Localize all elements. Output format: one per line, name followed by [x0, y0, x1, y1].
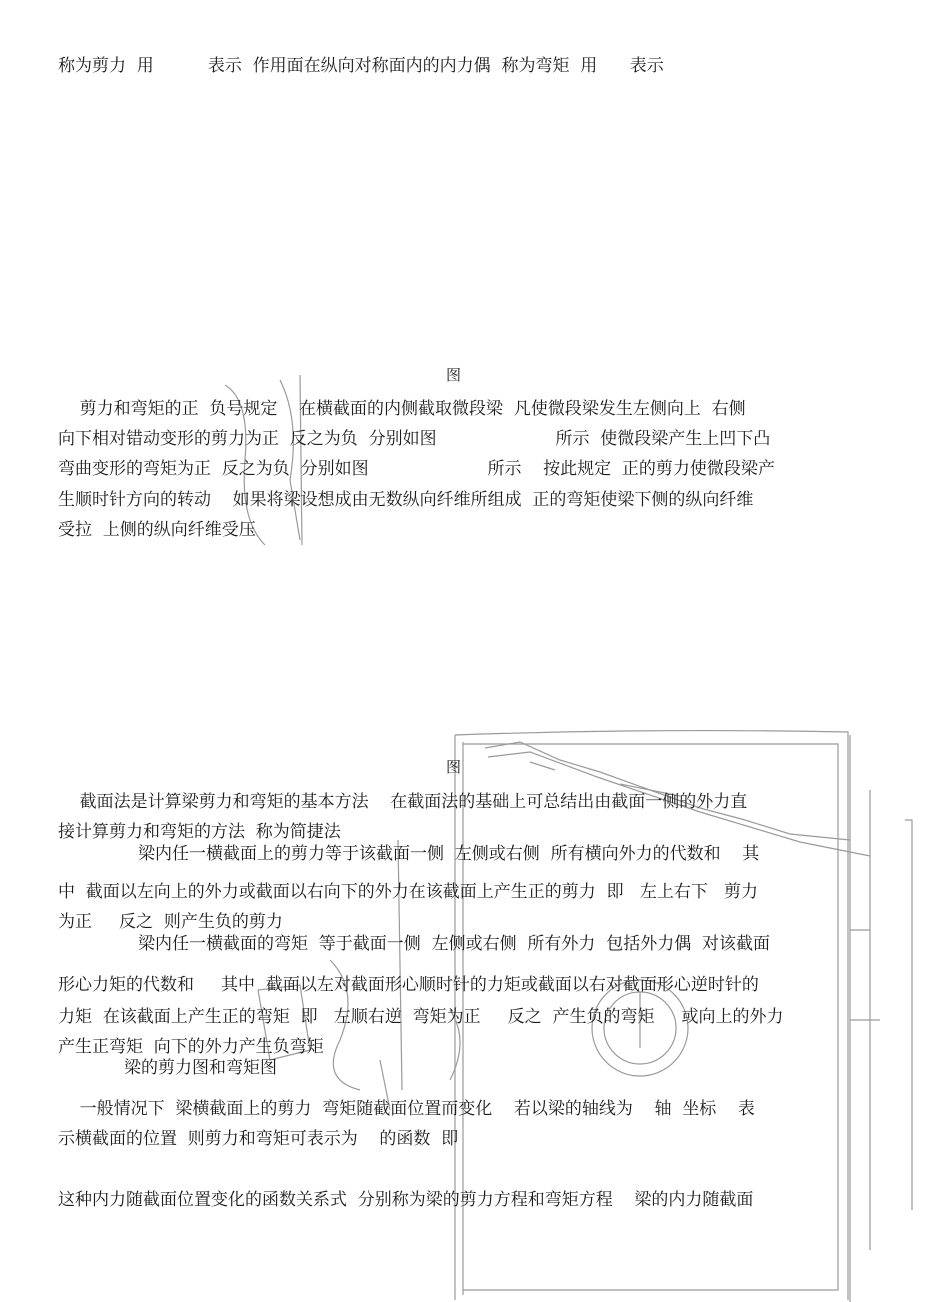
text-line-7: 受拉 上侧的纵向纤维受压: [58, 520, 256, 540]
text-line-12: 中 截面以左向上的外力或截面以右向下的外力在该截面上产生正的剪力 即 左上右下 剪力: [58, 882, 759, 902]
text-line-1: 称为剪力 用 表示 作用面在纵向对称面内的内力偶 称为弯矩 用 表示: [58, 56, 664, 76]
text-line-21: 这种内力随截面位置变化的函数关系式 分别称为梁的剪力方程和弯矩方程 梁的内力随截面: [58, 1190, 754, 1210]
text-line-15: 形心力矩的代数和 其中 截面以左对截面形心顺时针的力矩或截面以右对截面形心逆时针的: [58, 975, 759, 995]
text-line-9: 截面法是计算梁剪力和弯矩的基本方法 在截面法的基础上可总结出由截面一侧的外力直: [58, 792, 748, 812]
text-line-4: 向下相对错动变形的剪力为正 反之为负 分别如图 所示 使微段梁产生上凹下凸: [58, 429, 771, 449]
text-line-11: 梁内任一横截面上的剪力等于该截面一侧 左侧或右侧 所有横向外力的代数和 其: [138, 844, 760, 864]
text-line-14: 梁内任一横截面的弯矩 等于截面一侧 左侧或右侧 所有外力 包括外力偶 对该截面: [138, 934, 771, 954]
text-line-10: 接计算剪力和弯矩的方法 称为简捷法: [58, 822, 341, 842]
text-line-16: 力矩 在该截面上产生正的弯矩 即 左顺右逆 弯矩为正 反之 产生负的弯矩 或向上的外力: [58, 1007, 784, 1027]
section-heading: 梁的剪力图和弯矩图: [124, 1058, 277, 1078]
text-line-20: 示横截面的位置 则剪力和弯矩可表示为 的函数 即: [58, 1129, 459, 1149]
text-line-13: 为正 反之 则产生负的剪力: [58, 912, 283, 932]
text-line-6: 生顺时针方向的转动 如果将梁设想成由无数纵向纤维所组成 正的弯矩使梁下侧的纵向纤维: [58, 490, 754, 510]
figure-caption-2: 图: [446, 758, 462, 776]
text-line-17: 产生正弯矩 向下的外力产生负弯矩: [58, 1037, 324, 1057]
text-line-3: 剪力和弯矩的正 负号规定 在横截面的内侧截取微段梁 凡使微段梁发生左侧向上 右侧: [58, 399, 746, 419]
text-line-19: 一般情况下 梁横截面上的剪力 弯矩随截面位置而变化 若以梁的轴线为 轴 坐标 表: [58, 1099, 755, 1119]
text-line-5: 弯曲变形的弯矩为正 反之为负 分别如图 所示 按此规定 正的剪力使微段梁产: [58, 459, 775, 479]
figure-caption-1: 图: [446, 366, 462, 384]
